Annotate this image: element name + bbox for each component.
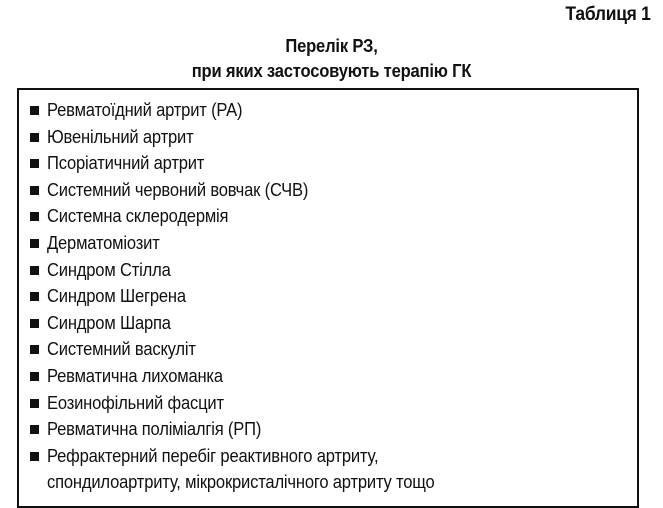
list-item-text: спондилоартриту, мікрокристалічного артриту тощо: [47, 472, 435, 493]
bullet-icon: [30, 372, 39, 381]
bullet-icon: [30, 345, 39, 354]
list-item-text: Ювенільний артрит: [47, 126, 194, 147]
bullet-icon: [30, 319, 39, 328]
table-box: [17, 88, 639, 508]
list-item: [29, 443, 637, 470]
list-item: [29, 177, 637, 204]
list-item-text: Синдром Шарпа: [47, 312, 171, 333]
list-item-text: Ревматоїдний артрит (РА): [47, 100, 243, 120]
list-item-text: Системний червоний вовчак (СЧВ): [47, 179, 309, 200]
list-item: [29, 416, 637, 443]
list-item-text: Еозинофільний фасцит: [47, 392, 224, 413]
bullet-icon: [30, 266, 39, 275]
list-item: [29, 310, 637, 337]
list-item: [29, 390, 637, 417]
bullet-icon: [30, 292, 39, 301]
list-item: [29, 203, 637, 230]
list-item-text: Псоріатичний артрит: [47, 153, 205, 174]
disease-list: [19, 90, 637, 496]
list-item: [29, 230, 637, 257]
list-item: [29, 363, 637, 390]
list-item-text: Дерматоміозит: [47, 232, 160, 253]
table-number: Таблиця 1: [565, 4, 651, 25]
list-item-text: Системна склеродермія: [47, 206, 229, 227]
bullet-icon: [30, 212, 39, 221]
title-line-2: при яких застосовують терапію ГК: [191, 61, 472, 81]
bullet-icon: [30, 425, 39, 434]
list-item-text: Системний васкуліт: [47, 339, 196, 360]
list-item: [29, 150, 637, 177]
list-item-text: Ревматична поліміалгія (РП): [47, 419, 262, 440]
bullet-icon: [30, 159, 39, 168]
title-line-1: Перелік РЗ,: [285, 36, 378, 56]
bullet-icon: [30, 133, 39, 142]
bullet-icon: [30, 399, 39, 408]
list-item-text: Синдром Стілла: [47, 259, 171, 280]
bullet-icon: [30, 106, 39, 115]
list-item: [29, 336, 637, 363]
bullet-icon: [30, 452, 39, 461]
bullet-icon: [30, 186, 39, 195]
list-item: [29, 283, 637, 310]
bullet-icon: [30, 239, 39, 248]
list-item-text: Ревматична лихоманка: [47, 365, 223, 386]
list-item: [29, 257, 637, 284]
table-title: [0, 34, 663, 84]
list-item-continuation: [29, 469, 637, 496]
list-item-text: Рефрактерний перебіг реактивного артриту,: [47, 445, 379, 466]
list-item-text: Синдром Шегрена: [47, 286, 186, 307]
list-item: [29, 124, 637, 151]
list-item: [29, 97, 637, 124]
